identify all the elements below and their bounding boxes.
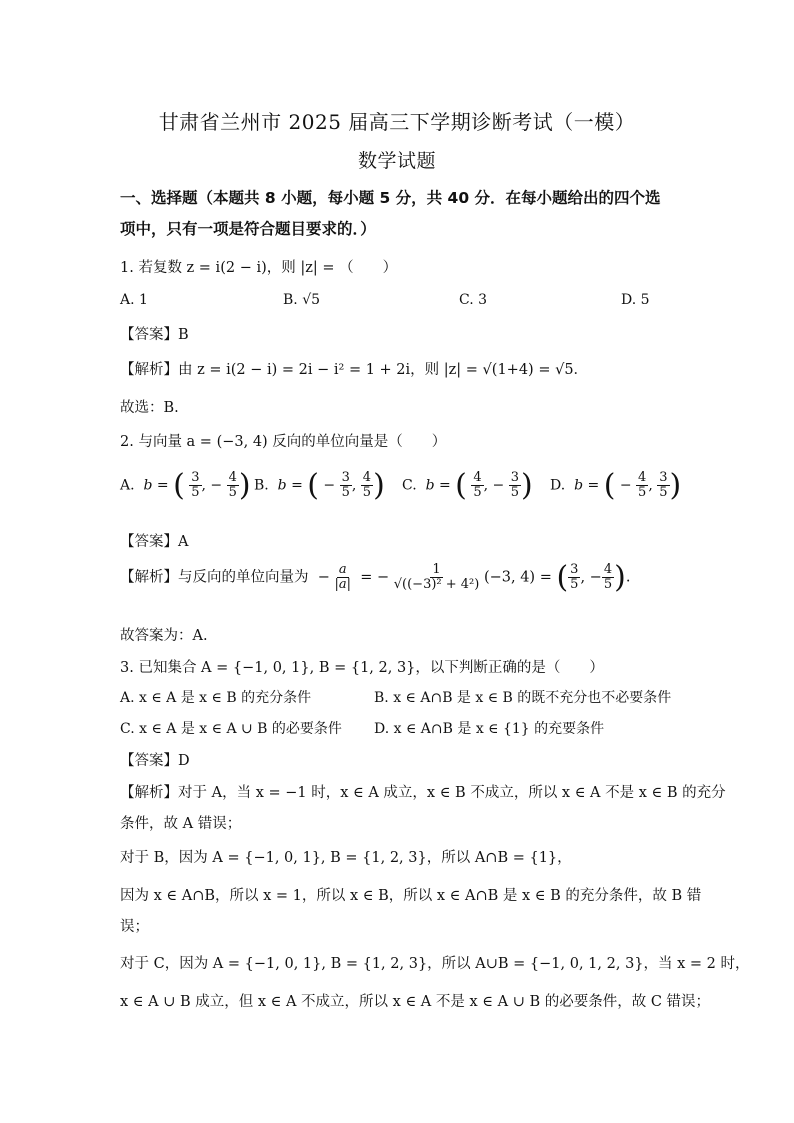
q2-option-a-label: A.	[120, 477, 135, 494]
q3-analysis-1: 【解析】对于 A，当 x = −1 时，x ∈ A 成立，x ∈ B 不成立，所以 x ∈ A 不是 x ∈ B 的充分	[120, 785, 726, 801]
q2-a-frac2: $\frac{4}{5}$	[228, 470, 237, 500]
q2-option-c-label: C.	[402, 477, 417, 494]
q3-analysis-3: 对于 B，因为 A = {−1, 0, 1}, B = {1, 2, 3}，所以 A∩B = {1}，	[120, 850, 572, 866]
q2-option-b-label: B.	[254, 477, 269, 494]
q3-option-d: D. x ∈ A∩B 是 x ∈ {1} 的充要条件	[374, 721, 605, 737]
q2-analysis: 【解析】与反向的单位向量为 − $\frac{a}{|a|}$ = − $\frac{1}{\text{√((−3)² + 4²)}}$ (−3, 4) = ( $\frac{3}{5}$ , − $\frac{4}{5}$ ).	[120, 560, 631, 595]
q3-analysis-4: 因为 x ∈ A∩B，所以 x = 1，所以 x ∈ B，所以 x ∈ A∩B 是 x ∈ B 的充分条件，故 B 错	[120, 888, 702, 904]
q2-b-frac1: $\frac{3}{5}$	[341, 470, 350, 500]
q2-answer: 【答案】A	[120, 534, 189, 550]
q3-analysis-6: 对于 C，因为 A = {−1, 0, 1}, B = {1, 2, 3}，所以 A∪B = {−1, 0, 1, 2, 3}，当 x = 2 时，	[120, 956, 750, 972]
exam-subtitle: 数学试题	[357, 150, 436, 172]
q2-conclusion: 故答案为：A.	[120, 628, 208, 644]
q3-analysis-2: 条件，故 A 错误；	[120, 816, 242, 832]
q3-analysis-5: 误；	[120, 919, 149, 935]
q3-option-a: A. x ∈ A 是 x ∈ B 的充分条件	[120, 690, 312, 706]
section-heading-line2: 项中，只有一项是符合题目要求的．）	[120, 220, 376, 238]
q1-option-b: B. √5	[283, 292, 321, 308]
q1-option-d: D. 5	[621, 292, 650, 308]
q2-d-frac2: $\frac{3}{5}$	[659, 470, 668, 500]
q3-answer: 【答案】D	[120, 753, 190, 769]
q2-option-d-label: D.	[550, 477, 566, 494]
q2-b-sign1: −	[323, 477, 336, 494]
q2-analysis-prefix: 【解析】与反向的单位向量为	[120, 569, 309, 586]
q1-option-a: A. 1	[120, 292, 148, 308]
q2-a-sign2: −	[210, 477, 223, 494]
section-heading-line1: 一、选择题（本题共 8 小题，每小题 5 分，共 40 分．在每小题给出的四个选	[120, 189, 661, 207]
q2-c-sign2: −	[492, 477, 505, 494]
q3-option-c: C. x ∈ A 是 x ∈ A ∪ B 的必要条件	[120, 721, 342, 737]
q2-d-sign1: −	[619, 477, 632, 494]
q3-option-b: B. x ∈ A∩B 是 x ∈ B 的既不充分也不必要条件	[374, 690, 672, 706]
q2-option-a: A. b = ( $\frac{3}{5}$ , − $\frac{4}{5}$ )	[120, 468, 251, 503]
q2-option-b: B. b = ( − $\frac{3}{5}$ , $\frac{4}{5}$ )	[254, 468, 385, 503]
q2-option-d: D. b = ( − $\frac{4}{5}$ , $\frac{3}{5}$ )	[550, 468, 682, 503]
q2-a-frac1: $\frac{3}{5}$	[191, 470, 200, 500]
q1-answer: 【答案】B	[120, 327, 189, 343]
q3-stem: 3. 已知集合 A = {−1, 0, 1}, B = {1, 2, 3}，以下判断正确的是（ ）	[120, 660, 604, 676]
q2-option-c: C. b = ( $\frac{4}{5}$ , − $\frac{3}{5}$ )	[402, 468, 533, 503]
exam-title: 甘肃省兰州市 2025 届高三下学期诊断考试（一模）	[158, 110, 636, 134]
q2-c-frac1: $\frac{4}{5}$	[473, 470, 482, 500]
q1-stem: 1. 若复数 z = i(2 − i)，则 |z| = （ ）	[120, 260, 398, 276]
q1-option-c: C. 3	[459, 292, 488, 308]
q2-stem: 2. 与向量 a = (−3, 4) 反向的单位向量是（ ）	[120, 434, 447, 450]
q1-analysis: 【解析】由 z = i(2 − i) = 2i − i² = 1 + 2i，则 |z| = √(1+4) = √5．	[120, 362, 589, 378]
q2-c-frac2: $\frac{3}{5}$	[510, 470, 519, 500]
q2-d-frac1: $\frac{4}{5}$	[638, 470, 647, 500]
q3-analysis-7: x ∈ A ∪ B 成立，但 x ∈ A 不成立，所以 x ∈ A 不是 x ∈ A ∪ B 的必要条件，故 C 错误；	[120, 994, 711, 1010]
q1-conclusion: 故选：B.	[120, 400, 179, 416]
q2-b-frac2: $\frac{4}{5}$	[362, 470, 372, 500]
